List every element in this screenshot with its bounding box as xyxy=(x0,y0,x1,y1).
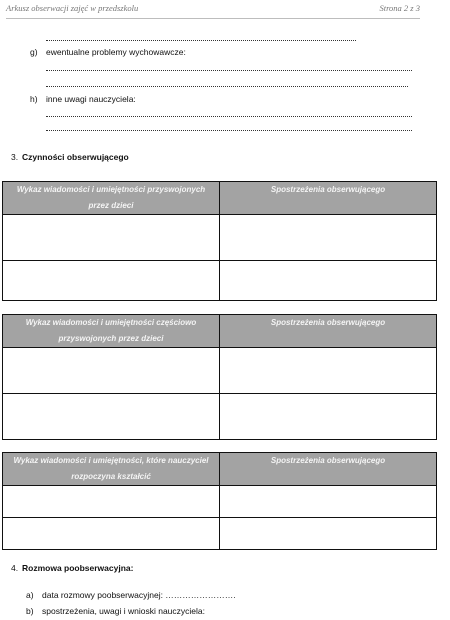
item-g xyxy=(30,47,186,57)
table-row xyxy=(3,348,437,394)
table-header-observations: Spostrzeżenia obserwującego xyxy=(220,182,437,215)
page-number: Strona 2 z 3 xyxy=(379,3,420,13)
table-header-row xyxy=(3,182,437,215)
table-row xyxy=(3,394,437,440)
observation-table-2 xyxy=(2,314,437,440)
table-cell-knowledge[interactable] xyxy=(3,348,220,394)
table-cell-knowledge[interactable] xyxy=(3,394,220,440)
table-header-knowledge: Wykaz wiadomości i umiejętności przyswojonych przez dzieci xyxy=(3,182,220,215)
page-header xyxy=(6,2,420,19)
observation-table-1 xyxy=(2,181,437,301)
answer-line[interactable] xyxy=(46,70,412,71)
answer-line[interactable] xyxy=(46,116,412,117)
table-cell-knowledge[interactable] xyxy=(3,518,220,550)
table-cell-observations[interactable] xyxy=(220,261,437,301)
answer-line[interactable] xyxy=(46,130,412,131)
item-4a xyxy=(26,590,236,600)
table-header-observations: Spostrzeżenia obserwującego xyxy=(220,453,437,486)
table-cell-observations[interactable] xyxy=(220,486,437,518)
table-cell-observations[interactable] xyxy=(220,394,437,440)
item-h xyxy=(30,94,136,104)
item-h-label: h) xyxy=(30,94,38,104)
section-3-number: 3. xyxy=(11,152,19,162)
section-4-title xyxy=(11,563,133,573)
table-cell-observations[interactable] xyxy=(220,215,437,261)
section-4-number: 4. xyxy=(11,563,19,573)
item-4b xyxy=(26,606,205,616)
answer-line[interactable] xyxy=(46,40,356,41)
answer-line[interactable] xyxy=(46,86,408,87)
item-g-text: ewentualne problemy wychowawcze: xyxy=(46,47,186,57)
table-cell-observations[interactable] xyxy=(220,348,437,394)
table-cell-knowledge[interactable] xyxy=(3,215,220,261)
item-4a-text: data rozmowy poobserwacyjnej: ……………………. xyxy=(42,590,236,600)
section-3-text: Czynności obserwującego xyxy=(22,152,129,162)
table-row xyxy=(3,486,437,518)
section-3-title xyxy=(11,152,129,162)
table-cell-knowledge[interactable] xyxy=(3,486,220,518)
item-4a-label: a) xyxy=(26,590,34,600)
table-header-knowledge: Wykaz wiadomości i umiejętności, które nauczyciel rozpoczyna kształcić xyxy=(3,453,220,486)
table-header-observations: Spostrzeżenia obserwującego xyxy=(220,315,437,348)
table-row xyxy=(3,215,437,261)
table-row xyxy=(3,518,437,550)
item-4b-label: b) xyxy=(26,606,34,616)
item-4b-text: spostrzeżenia, uwagi i wnioski nauczyciela: xyxy=(42,606,205,616)
table-header-row xyxy=(3,453,437,486)
item-h-text: inne uwagi nauczyciela: xyxy=(46,94,136,104)
observation-table-3 xyxy=(2,452,437,550)
table-header-knowledge: Wykaz wiadomości i umiejętności częściowo przyswojonych przez dzieci xyxy=(3,315,220,348)
table-cell-knowledge[interactable] xyxy=(3,261,220,301)
table-cell-observations[interactable] xyxy=(220,518,437,550)
table-row xyxy=(3,261,437,301)
section-4-text: Rozmowa poobserwacyjna: xyxy=(22,563,134,573)
document-title: Arkusz obserwacji zajęć w przedszkolu xyxy=(6,3,139,13)
item-g-label: g) xyxy=(30,47,38,57)
table-header-row xyxy=(3,315,437,348)
